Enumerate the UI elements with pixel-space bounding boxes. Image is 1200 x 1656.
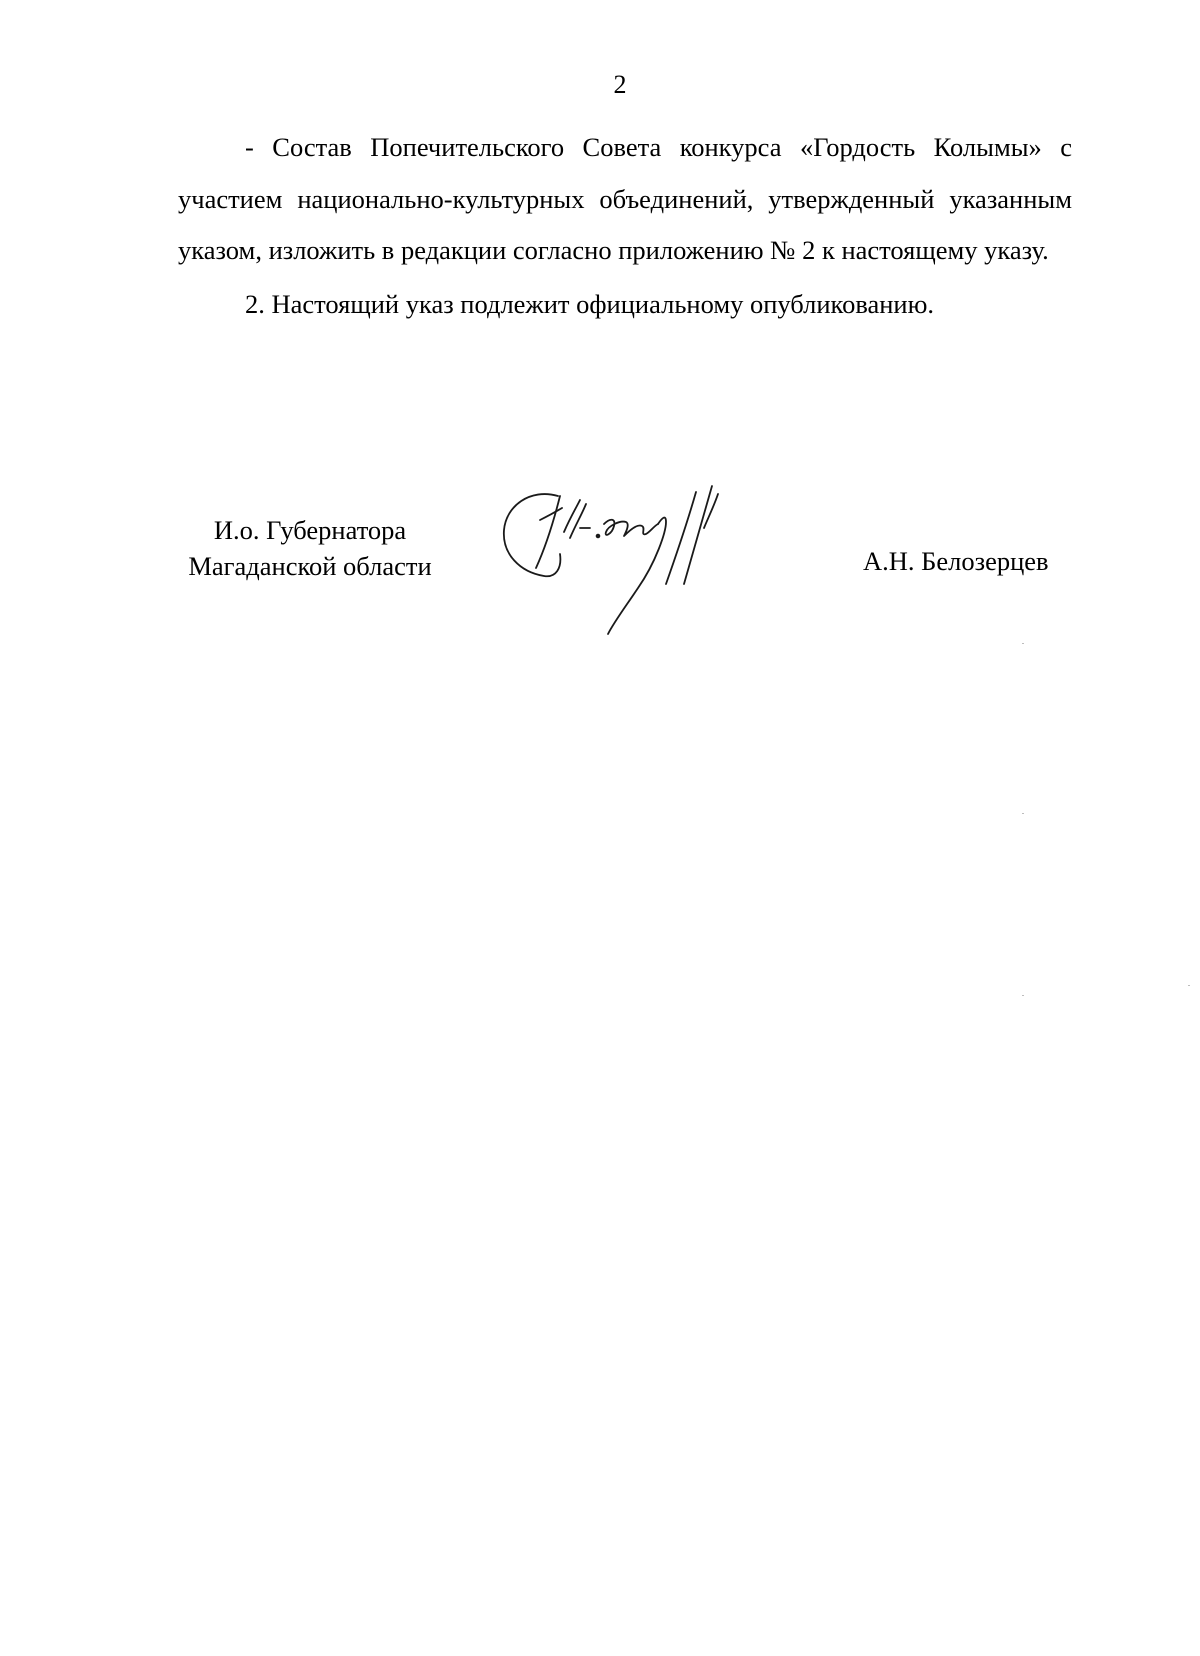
signatory-position: [150, 512, 470, 584]
signatory-position-line2: Магаданской области: [188, 551, 432, 581]
paragraph-trustee-council: - Состав Попечительского Совета конкурса «Гордость Колымы» с участием национально-культурных объединений, утвержденный указанным указом, изложить в редакции согласно приложению № 2 к настоящему указу.: [178, 132, 1072, 265]
document-body: [178, 122, 1072, 330]
page-number: 2: [613, 70, 627, 99]
scan-speck: [1188, 985, 1190, 986]
paragraph-publication: 2. Настоящий указ подлежит официальному опубликованию.: [245, 288, 935, 319]
signatory-position-line1: И.о. Губернатора: [213, 515, 407, 545]
handwritten-signature: [500, 484, 780, 644]
scan-speck: [1022, 643, 1024, 644]
signatory-name: А.Н. Белозерцев: [863, 546, 1049, 576]
scan-speck: [1022, 813, 1024, 814]
scan-speck: [1022, 995, 1024, 996]
